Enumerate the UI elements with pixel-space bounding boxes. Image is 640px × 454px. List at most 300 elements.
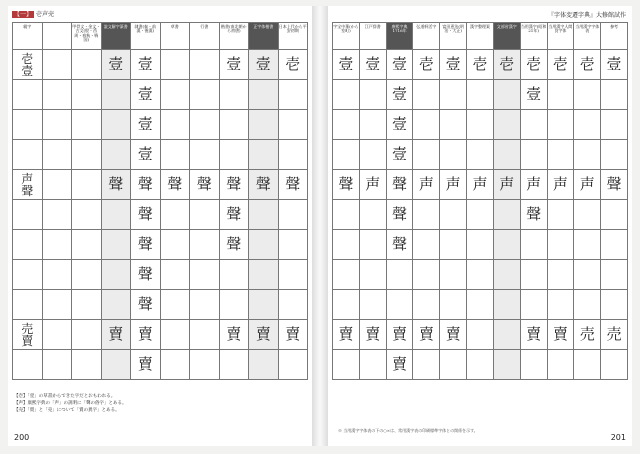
glyph: 聲 [137,265,153,283]
glyph-cell [13,80,43,110]
glyph: 聲 [167,175,183,193]
glyph-cell [42,50,72,80]
glyph-cell [440,290,467,320]
glyph-cell [574,50,601,80]
column-header: 参考 [601,23,628,50]
glyph-cell [160,170,190,200]
glyph-cell [386,230,413,260]
glyph: 聲 [392,205,408,223]
glyph-cell [520,230,547,260]
glyph-cell [493,50,520,80]
glyph-cell [601,350,628,380]
glyph-cell [601,200,628,230]
glyph-cell [467,290,494,320]
glyph-cell [13,50,43,80]
glyph: 売 [579,325,595,343]
glyph-cell [190,290,220,320]
glyph-cell [467,140,494,170]
glyph-cell [72,290,102,320]
glyph-cell [467,110,494,140]
glyph-cell [333,140,360,170]
glyph-cell [101,290,131,320]
glyph: 壱 [552,55,568,73]
gutter [312,6,328,446]
glyph-cell [386,110,413,140]
glyph-cell [359,110,386,140]
glyph-cell [440,170,467,200]
glyph-cell [249,50,279,80]
glyph-cell [333,200,360,230]
glyph-cell [190,140,220,170]
column-header: 正字体楷書 [249,23,279,50]
note-line: 【壱】「壹」の草書からできた字だとおもわれる。 [14,394,116,399]
glyph-cell [413,290,440,320]
glyph: 声 [445,175,461,193]
note-line: 【声】康熙字典の「声」の説明に「聲の俗字」とある。 [14,400,127,406]
table-row [13,260,308,290]
glyph-cell [131,50,161,80]
glyph-cell [190,80,220,110]
page-number: 201 [610,433,626,442]
glyph-cell [359,80,386,110]
glyph-cell [160,320,190,350]
glyph-cell [13,140,43,170]
glyph-cell [467,80,494,110]
glyph-cell [467,260,494,290]
glyph-cell [574,110,601,140]
glyph-cell [574,80,601,110]
glyph-cell [574,140,601,170]
glyph-cell [520,260,547,290]
glyph-cell [333,80,360,110]
glyph-cell [493,110,520,140]
table-row [333,80,628,110]
glyph-cell [131,200,161,230]
glyph-cell [219,110,249,140]
glyph-cell [131,290,161,320]
glyph-cell [359,350,386,380]
glyph-cell [131,260,161,290]
glyph-cell [601,260,628,290]
glyph: 聲 [338,175,354,193]
glyph-cell [333,260,360,290]
glyph-cell [547,110,574,140]
glyph-cell [333,290,360,320]
glyph: 壹 [392,115,408,133]
glyph-cell [386,80,413,110]
glyph-cell [601,140,628,170]
glyph: 聲 [392,175,408,193]
glyph-cell [249,140,279,170]
glyph-cell [359,260,386,290]
glyph-cell [493,320,520,350]
glyph-cell [219,170,249,200]
glyph-cell [520,290,547,320]
glyph-cell [101,170,131,200]
right-variant-table [332,22,628,380]
glyph-cell [520,350,547,380]
glyph: 声 [418,175,434,193]
glyph-cell [574,260,601,290]
section-title: 壱声売 [35,11,54,18]
glyph-cell [547,230,574,260]
table-row [13,80,308,110]
glyph-cell [278,80,308,110]
glyph-cell [278,50,308,80]
glyph-cell [359,290,386,320]
glyph-cell [190,320,220,350]
glyph-cell [547,200,574,230]
glyph: 賣 [137,325,153,343]
glyph-cell [42,110,72,140]
glyph-cell [72,50,102,80]
glyph-cell [13,170,43,200]
glyph: 賣 [226,325,242,343]
glyph: 壹 [255,55,271,73]
glyph: 壱 [526,55,542,73]
glyph-cell [574,230,601,260]
table-row [333,110,628,140]
glyph-cell [333,350,360,380]
glyph: 売 [606,325,622,343]
glyph: 賣 [552,325,568,343]
glyph-cell [493,260,520,290]
glyph-cell [219,80,249,110]
glyph-cell [249,350,279,380]
glyph: 壹 [137,55,153,73]
glyph-cell [359,200,386,230]
glyph: 壹 [365,55,381,73]
column-header: 字宝中華(から室町) [333,23,360,50]
glyph: 壹 [526,85,542,103]
column-header: 弘道軒活字 [413,23,440,50]
glyph-cell [42,260,72,290]
glyph-cell [547,50,574,80]
glyph-cell [601,230,628,260]
glyph-cell [190,170,220,200]
glyph-cell [101,200,131,230]
glyph-cell [101,230,131,260]
glyph-cell [72,200,102,230]
glyph-cell [386,260,413,290]
table-row [333,350,628,380]
column-header: 草書 [160,23,190,50]
glyph-cell [101,350,131,380]
glyph-cell [131,170,161,200]
column-header: 隷書(秦・前漢・後漢) [131,23,161,50]
glyph-cell [278,320,308,350]
glyph-cell [42,350,72,380]
glyph-cell [278,110,308,140]
glyph: 聲 [137,235,153,253]
table-row [13,170,308,200]
column-header: 甲骨文・金文・古文(殷・西周・春秋・戦国) [72,23,102,50]
glyph: 壹 [226,55,242,73]
glyph: 壹 [606,55,622,73]
glyph-cell [101,110,131,140]
glyph-cell [13,200,43,230]
glyph-cell [131,140,161,170]
table-row [333,170,628,200]
column-header: 康熙字典1716年 [386,23,413,50]
footnote: ※ 当用漢字字体表の下の○×は、常用漢字表の印刷標準字体との関係を示す。 [338,428,478,433]
glyph-cell [278,230,308,260]
glyph-cell [493,230,520,260]
glyph-cell [386,50,413,80]
glyph-cell [249,290,279,320]
glyph-cell [101,50,131,80]
glyph-cell [493,290,520,320]
header-row [13,23,308,50]
headword: 売 [21,321,34,336]
glyph-cell [547,170,574,200]
glyph-cell [13,230,43,260]
left-page [8,6,312,446]
table-row [13,200,308,230]
glyph-cell [440,230,467,260]
glyph-cell [547,80,574,110]
glyph-cell [249,200,279,230]
table-row [13,140,308,170]
glyph-cell [72,230,102,260]
glyph-cell [131,350,161,380]
glyph-cell [101,320,131,350]
glyph: 声 [526,175,542,193]
glyph-cell [72,170,102,200]
glyph-cell [467,200,494,230]
glyph: 聲 [606,175,622,193]
table-row [333,230,628,260]
notes [14,394,154,414]
glyph-cell [160,290,190,320]
glyph-cell [386,290,413,320]
glyph: 声 [365,175,381,193]
glyph-cell [190,110,220,140]
glyph-cell [467,230,494,260]
column-header [42,23,72,50]
glyph-cell [359,230,386,260]
glyph-cell [467,350,494,380]
glyph-cell [42,290,72,320]
table-row [13,320,308,350]
note-line: 【売】「賣」と「売」について「賣の異字」とある。 [14,407,120,413]
column-header: 親字 [13,23,43,50]
glyph-cell [249,260,279,290]
glyph-cell [219,230,249,260]
glyph-cell [278,350,308,380]
glyph-cell [160,50,190,80]
glyph: 聲 [285,175,301,193]
glyph-cell [520,140,547,170]
column-header: 漢字整理案 [467,23,494,50]
glyph-cell [131,80,161,110]
glyph-cell [386,140,413,170]
table-row [13,230,308,260]
glyph-cell [359,140,386,170]
glyph: 賣 [285,325,301,343]
glyph-cell [413,110,440,140]
glyph-cell [190,50,220,80]
glyph: 壱 [285,55,301,73]
glyph-cell [219,290,249,320]
glyph-cell [493,140,520,170]
glyph-cell [493,170,520,200]
glyph-cell [520,110,547,140]
glyph-cell [547,260,574,290]
glyph: 聲 [392,235,408,253]
glyph-cell [520,50,547,80]
glyph: 賣 [255,325,271,343]
glyph: 賣 [392,325,408,343]
glyph-cell [160,260,190,290]
glyph: 賣 [526,325,542,343]
glyph-cell [13,290,43,320]
column-header: 楷書(南北朝から初唐) [219,23,249,50]
column-header: 当用漢字字体表 [574,23,601,50]
right-page [328,6,632,446]
glyph-cell [547,290,574,320]
table-row [13,350,308,380]
left-variant-table [12,22,308,380]
glyph-cell [249,230,279,260]
glyph-cell [72,80,102,110]
glyph-cell [42,230,72,260]
glyph-cell [601,320,628,350]
glyph-cell [601,170,628,200]
glyph: 聲 [226,175,242,193]
glyph-cell [131,320,161,350]
glyph-cell [440,140,467,170]
glyph-cell [72,110,102,140]
glyph-cell [249,80,279,110]
headword-traditional: 壹 [21,63,34,78]
glyph-cell [42,80,72,110]
table-row [13,110,308,140]
table-row [333,260,628,290]
glyph-cell [440,110,467,140]
glyph-cell [574,170,601,200]
glyph: 声 [472,175,488,193]
glyph-cell [333,110,360,140]
table-row [333,50,628,80]
glyph-cell [278,290,308,320]
glyph-cell [601,50,628,80]
glyph-cell [278,260,308,290]
glyph-cell [520,320,547,350]
glyph-cell [13,110,43,140]
glyph-cell [574,350,601,380]
glyph-cell [13,260,43,290]
glyph-cell [520,80,547,110]
glyph-cell [413,170,440,200]
glyph: 賣 [392,355,408,373]
header-row [333,23,628,50]
glyph-cell [42,320,72,350]
glyph: 壹 [137,115,153,133]
glyph-cell [547,350,574,380]
glyph: 聲 [226,235,242,253]
glyph-cell [278,140,308,170]
glyph-cell [386,320,413,350]
glyph: 壹 [137,145,153,163]
table-row [333,140,628,170]
glyph: 聲 [196,175,212,193]
glyph-cell [160,200,190,230]
glyph: 聲 [255,175,271,193]
glyph: 壹 [392,145,408,163]
glyph-cell [574,200,601,230]
table-row [333,200,628,230]
glyph-cell [440,350,467,380]
glyph: 壱 [499,55,515,73]
glyph-cell [190,260,220,290]
glyph-cell [190,350,220,380]
glyph-cell [160,110,190,140]
glyph-cell [413,260,440,290]
glyph-cell [160,140,190,170]
glyph-cell [574,290,601,320]
glyph-cell [219,320,249,350]
glyph-cell [333,170,360,200]
glyph: 賣 [137,355,153,373]
glyph-cell [190,230,220,260]
table-row [333,320,628,350]
glyph: 壱 [418,55,434,73]
glyph-cell [42,170,72,200]
glyph-cell [520,170,547,200]
glyph-cell [359,170,386,200]
headword: 声 [21,171,34,186]
glyph: 壹 [338,55,354,73]
glyph-cell [547,140,574,170]
column-header: 日本上代から平安初期 [278,23,308,50]
headword: 壱 [21,51,34,66]
glyph-cell [333,320,360,350]
glyph-cell [190,200,220,230]
glyph-cell [131,110,161,140]
glyph-cell [467,320,494,350]
glyph: 声 [499,175,515,193]
glyph-cell [440,260,467,290]
glyph-cell [160,350,190,380]
glyph-cell [72,140,102,170]
glyph-cell [219,140,249,170]
page-number: 200 [14,433,30,442]
glyph-cell [467,170,494,200]
glyph-cell [333,50,360,80]
glyph-cell [386,200,413,230]
section-header [12,9,54,18]
glyph-cell [359,50,386,80]
glyph: 声 [552,175,568,193]
glyph-cell [160,230,190,260]
running-head: 『字体変遷字典』大修館試作 [547,12,626,19]
glyph-cell [440,320,467,350]
glyph: 賣 [365,325,381,343]
glyph-cell [601,110,628,140]
column-header: 当用漢字人間良字体 [547,23,574,50]
glyph-cell [413,140,440,170]
glyph: 聲 [137,175,153,193]
glyph-cell [493,200,520,230]
glyph-cell [101,80,131,110]
glyph: 壹 [137,85,153,103]
glyph: 壱 [472,55,488,73]
glyph: 賣 [418,325,434,343]
glyph-cell [440,200,467,230]
glyph: 壹 [392,85,408,103]
glyph-cell [601,290,628,320]
